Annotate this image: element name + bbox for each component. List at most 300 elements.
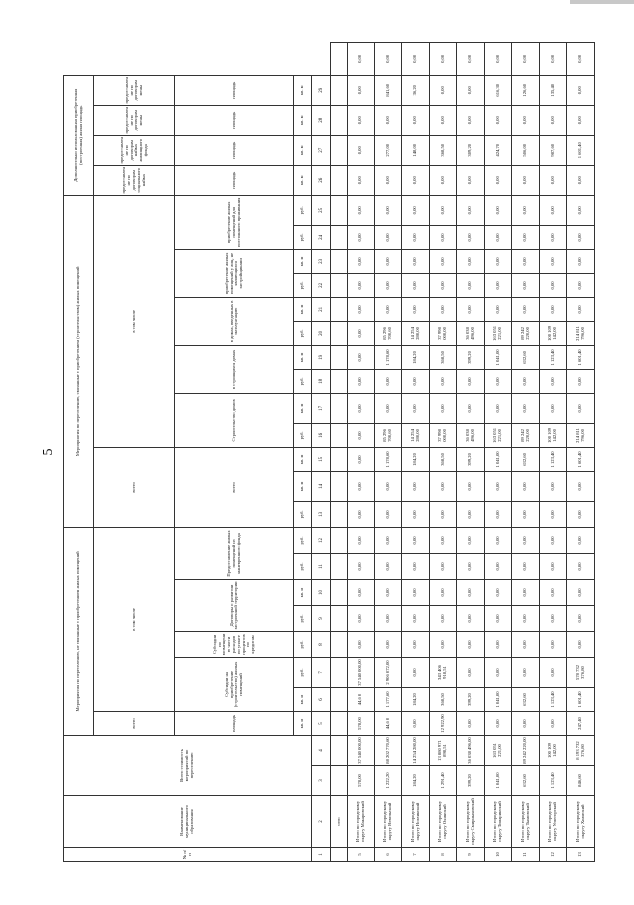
header-acq-including: в том числе — [94, 195, 175, 447]
table-cell: 0,00 — [402, 501, 429, 527]
table-cell — [331, 632, 347, 658]
table-row — [484, 43, 511, 862]
column-number: 16 — [312, 423, 331, 447]
table-cell: 0,00 — [457, 195, 484, 225]
table-cell: 0,00 — [567, 43, 595, 76]
table-cell: 0,00 — [347, 501, 374, 527]
table-cell: 0,00 — [484, 606, 511, 632]
table-cell: 0,00 — [484, 43, 511, 76]
table-cell: 0,00 — [347, 297, 374, 321]
table-cell: 399,20 — [457, 447, 484, 471]
table-cell: 0,00 — [567, 249, 595, 273]
table-cell: 987,60 — [539, 135, 566, 165]
unit-22: руб. — [294, 273, 312, 297]
column-number: 29 — [312, 75, 331, 105]
unit-24: руб. — [294, 225, 312, 249]
table-cell: 1 601,40 — [567, 447, 595, 471]
table-cell — [331, 501, 347, 527]
table-cell: 0,00 — [512, 43, 539, 76]
unit-28: кв. м — [294, 105, 312, 135]
table-cell: 578,00 — [347, 766, 374, 796]
header-total-cost: Всего стоимость мероприятий по переселению — [64, 736, 312, 796]
table-cell — [331, 273, 347, 297]
header-area-27: площадь — [175, 135, 294, 165]
table-cell: 0,00 — [539, 195, 566, 225]
table-cell: 0,00 — [429, 369, 456, 393]
table-cell: 1 177,60 — [375, 688, 402, 712]
table-cell: 368,50 — [429, 345, 456, 369]
relocation-table — [63, 42, 595, 862]
table-cell — [331, 393, 347, 423]
table-cell: 0,00 — [484, 297, 511, 321]
unit-17: кв. м — [294, 393, 312, 423]
table-cell: 0,00 — [402, 606, 429, 632]
unit-18: руб. — [294, 369, 312, 393]
table-cell: 0,00 — [429, 606, 456, 632]
table-cell: 163 051 221,00 — [484, 736, 511, 766]
table-cell: 0,00 — [457, 369, 484, 393]
rotated-sheet — [37, 42, 597, 862]
table-cell: 0,00 — [375, 165, 402, 195]
table-cell: 0,00 — [429, 580, 456, 606]
table-cell — [331, 423, 347, 447]
table-cell — [331, 736, 347, 766]
table-cell: 0,00 — [375, 606, 402, 632]
table-cell: 0,00 — [402, 369, 429, 393]
table-cell — [331, 554, 347, 580]
table-cell: 0,00 — [457, 501, 484, 527]
table-cell: 0,00 — [567, 501, 595, 527]
table-cell: 0,00 — [567, 75, 595, 105]
table-cell: 0,00 — [457, 580, 484, 606]
table-cell: 184,20 — [402, 447, 429, 471]
table-cell: 846,60 — [567, 766, 595, 796]
table-cell: 0,00 — [539, 712, 566, 736]
table-cell: 0,00 — [512, 632, 539, 658]
table-cell: 36 038 496,00 — [457, 736, 484, 766]
table-cell: 0,00 — [347, 105, 374, 135]
table-cell: 1 222,20 — [375, 766, 402, 796]
table-cell: 0,00 — [512, 195, 539, 225]
table-cell: 0,00 — [375, 195, 402, 225]
table-row — [539, 43, 566, 862]
row-municipality-name: Итого по городскому округу Макаровский — [347, 796, 374, 848]
table-cell: 0,00 — [457, 554, 484, 580]
row-number: 7 — [402, 848, 429, 862]
table-cell: 0,00 — [429, 105, 456, 135]
table-cell: 0,00 — [512, 501, 539, 527]
table-cell: 184,20 — [402, 766, 429, 796]
table-cell: 0,00 — [512, 580, 539, 606]
table-cell — [331, 195, 347, 225]
table-cell — [331, 225, 347, 249]
table-cell: 1 601,40 — [567, 688, 595, 712]
table-cell: 0,00 — [457, 393, 484, 423]
table-cell — [331, 447, 347, 471]
table-cell: 0,00 — [512, 165, 539, 195]
table-cell: 0,00 — [429, 225, 456, 249]
table-cell: 0,00 — [457, 273, 484, 297]
header-sub-payment: Субсидии на приобретение (строительство) жилых помещений — [175, 658, 294, 712]
row-municipality-name: Итого по городскому округу Охинский — [429, 796, 456, 848]
table-cell: 0,00 — [484, 527, 511, 553]
header-acq-total: всего — [94, 447, 175, 527]
table-cell: 0,00 — [512, 225, 539, 249]
table-cell: 1 601,40 — [567, 345, 595, 369]
header-extra-c: предоставление по договорам мены — [94, 105, 175, 135]
column-number: 21 — [312, 297, 331, 321]
table-cell: 0,00 — [484, 471, 511, 501]
table-cell: 1 123,40 — [539, 447, 566, 471]
table-cell: 632,60 — [512, 345, 539, 369]
table-cell — [331, 249, 347, 273]
unit-10: кв. м — [294, 580, 312, 606]
table-cell: 399,20 — [457, 688, 484, 712]
table-cell — [331, 75, 347, 105]
table-row — [402, 43, 429, 862]
table-cell: 0,00 — [402, 554, 429, 580]
table-cell — [331, 297, 347, 321]
header-acq-all: всего — [175, 447, 294, 527]
unit-27: кв. м — [294, 135, 312, 165]
table-cell: 37 540 000,00 — [347, 658, 374, 688]
header-extra-a: предоставление по договорам социального найма — [94, 165, 175, 195]
table-cell: 0,00 — [375, 393, 402, 423]
table-cell: 0,00 — [375, 273, 402, 297]
header-demolition: приобретение жилых помещений для постоянного проживания — [175, 195, 294, 249]
table-cell: 841,60 — [375, 75, 402, 105]
table-row — [347, 43, 374, 862]
table-cell: 0,00 — [484, 501, 511, 527]
table-cell: 0,00 — [539, 165, 566, 195]
table-cell: 0,00 — [512, 471, 539, 501]
table-cell: 0,00 — [512, 297, 539, 321]
table-cell: 0,00 — [402, 527, 429, 553]
table-cell: 0,00 — [375, 225, 402, 249]
column-number: 27 — [312, 135, 331, 165]
header-area-1: площадь — [175, 712, 294, 736]
table-cell: 36 038 496,00 — [457, 321, 484, 345]
column-number: 18 — [312, 369, 331, 393]
table-row — [457, 43, 484, 862]
table-cell: 0,00 — [457, 712, 484, 736]
column-number: 4 — [312, 736, 331, 766]
column-number: 8 — [312, 632, 331, 658]
table-cell: 0,00 — [457, 165, 484, 195]
table-cell: 100 109 142,00 — [539, 321, 566, 345]
table-cell: 368,50 — [429, 135, 456, 165]
table-cell: 0,00 — [347, 369, 374, 393]
table-cell: 88 202 770,60 — [375, 736, 402, 766]
table-cell: 0,00 — [484, 225, 511, 249]
table-cell: 0,00 — [375, 43, 402, 76]
table-cell — [331, 688, 347, 712]
table-cell: 0,00 — [402, 249, 429, 273]
table-cell: 0,00 — [539, 393, 566, 423]
table-cell: 0,00 — [512, 658, 539, 688]
table-cell: 0,00 — [567, 580, 595, 606]
header-acquisition: Мероприятия по переселению, связанные с приобретением (строительством) жилых помещений — [64, 195, 94, 527]
table-cell: 616,30 — [484, 75, 511, 105]
table-cell: 0,00 — [484, 554, 511, 580]
table-cell: 1 041,00 — [484, 345, 511, 369]
header-agreement: Договоры о развитии застроенной территории — [175, 580, 294, 632]
table-cell: 0,00 — [539, 43, 566, 76]
column-number: 1 — [312, 848, 331, 862]
unit-9: руб. — [294, 606, 312, 632]
table-cell: 135,40 — [539, 75, 566, 105]
table-cell: 0,00 — [512, 273, 539, 297]
table-cell: 0,00 — [539, 606, 566, 632]
unit-7: руб. — [294, 658, 312, 688]
table-cell: 163 051 221,00 — [484, 423, 511, 447]
table-cell: 0,00 — [539, 554, 566, 580]
header-num: № п/п — [64, 848, 312, 862]
header-extra-b: предоставление по договорам найма жилищного фонда — [94, 135, 175, 165]
row-number: 9 — [457, 848, 484, 862]
table-cell: 0,00 — [429, 632, 456, 658]
table-cell: 0,00 — [539, 580, 566, 606]
table-cell: 0,00 — [457, 225, 484, 249]
table-cell: 0,00 — [484, 658, 511, 688]
row-number: 8 — [429, 848, 456, 862]
table-cell: 0,00 — [457, 471, 484, 501]
table-cell: 0,00 — [402, 580, 429, 606]
header-sub-compensation: Субсидии по возмещению части расходов по уплате процентов по кредитам — [175, 632, 294, 658]
table-cell: 0,00 — [567, 225, 595, 249]
column-number: 6 — [312, 688, 331, 712]
column-number: 20 — [312, 321, 331, 345]
table-cell: 100 109 142,00 — [539, 736, 566, 766]
table-cell: 0,00 — [347, 165, 374, 195]
header-area-28: площадь — [175, 105, 294, 135]
table-cell: 0,00 — [567, 527, 595, 553]
column-number: 7 — [312, 658, 331, 688]
table-row — [375, 43, 402, 862]
table-cell: 368,50 — [429, 447, 456, 471]
column-number: 3 — [312, 766, 331, 796]
header-area-29: площадь — [175, 75, 294, 105]
table-cell: 0,00 — [347, 393, 374, 423]
table-cell: 0,00 — [429, 75, 456, 105]
table-cell: 0,00 — [457, 527, 484, 553]
table-cell: 0,00 — [539, 632, 566, 658]
header-in-finished: в домах, введенных в эксплуатацию — [175, 297, 294, 345]
table-cell: 0,00 — [347, 321, 374, 345]
table-cell: 0,00 — [512, 249, 539, 273]
table-cell: 0,00 — [457, 75, 484, 105]
table-cell: 0,00 — [484, 273, 511, 297]
table-cell: 399,20 — [457, 766, 484, 796]
table-cell: 14 254 280,00 — [402, 321, 429, 345]
table-cell: 632,60 — [512, 447, 539, 471]
column-number: 10 — [312, 580, 331, 606]
table-cell: 0,00 — [484, 105, 511, 135]
unit-8: руб. — [294, 632, 312, 658]
table-cell: 578,00 — [347, 712, 374, 736]
row-number: 13 — [567, 848, 595, 862]
header-construction: Строительство домов — [175, 393, 294, 447]
row-municipality-name: Итого по городскому округу Тымовский — [512, 796, 539, 848]
column-number: 15 — [312, 447, 331, 471]
table-cell: 1 601,40 — [567, 135, 595, 165]
table-cell: 0,00 — [484, 393, 511, 423]
table-cell: 14 254 280,00 — [402, 423, 429, 447]
table-cell: 0,00 — [484, 369, 511, 393]
column-number: 13 — [312, 501, 331, 527]
table-cell: 0,00 — [402, 471, 429, 501]
table-cell: 0,00 — [429, 273, 456, 297]
table-cell: 0,00 — [347, 471, 374, 501]
header-relocation-including: в том числе — [94, 527, 175, 711]
table-cell: 0,00 — [512, 554, 539, 580]
unit-6: кв. м — [294, 688, 312, 712]
table-cell: 37 998 000,00 — [429, 423, 456, 447]
table-cell: 13 880 971 898,51 — [429, 736, 456, 766]
table-cell: 0,00 — [457, 297, 484, 321]
row-municipality-name: Итого по городскому округу Холмский — [567, 796, 595, 848]
table-body — [331, 43, 595, 862]
column-number-row — [312, 43, 331, 862]
row-number: 6 — [375, 848, 402, 862]
table-cell: 1 123,40 — [539, 766, 566, 796]
table-cell: 0,00 — [484, 195, 511, 225]
table-cell: 89 242 220,00 — [512, 321, 539, 345]
table-cell: 0,00 — [539, 105, 566, 135]
table-cell: 0,00 — [539, 501, 566, 527]
table-cell: 424,70 — [484, 135, 511, 165]
table-cell: 0,00 — [429, 501, 456, 527]
table-cell: 0,00 — [347, 345, 374, 369]
table-cell: 247,40 — [567, 712, 595, 736]
table-cell: 0,00 — [539, 225, 566, 249]
unit-11: руб. — [294, 554, 312, 580]
table-cell: 0,00 — [402, 165, 429, 195]
table-cell: 0,00 — [567, 632, 595, 658]
table-cell: 148,00 — [402, 135, 429, 165]
table-cell: 0,00 — [347, 527, 374, 553]
table-cell: 0,00 — [484, 580, 511, 606]
table-cell: 0,00 — [539, 297, 566, 321]
header-other-developer: приобретение жилых помещений у лиц, не являющихся застройщиками — [175, 249, 294, 297]
table-cell: 0,00 — [567, 297, 595, 321]
table-cell: 0,00 — [429, 165, 456, 195]
table-cell — [331, 43, 347, 76]
table-cell: 0,00 — [347, 249, 374, 273]
table-cell: 8 193 732 376,80 — [567, 736, 595, 766]
table-cell: 399,20 — [457, 345, 484, 369]
row-municipality-name: Итого по городскому округу Смирныховский — [457, 796, 484, 848]
table-cell: 0,00 — [539, 273, 566, 297]
table-cell: 0,00 — [429, 297, 456, 321]
header-relocation: Мероприятия по переселению, не связанные с приобретением жилых помещений — [64, 527, 94, 735]
table-cell: 0,00 — [457, 105, 484, 135]
page-number: 5 — [41, 448, 56, 456]
table-cell: 0,00 — [375, 471, 402, 501]
table-cell: 0,00 — [402, 393, 429, 423]
row-number — [331, 848, 347, 862]
unit-14: кв. м — [294, 471, 312, 501]
table-cell: 0,00 — [457, 632, 484, 658]
table-cell: 0,00 — [567, 369, 595, 393]
table-cell — [331, 658, 347, 688]
row-number: 12 — [539, 848, 566, 862]
table-cell: 1 041,00 — [484, 447, 511, 471]
table-cell: 44,6 0 — [375, 712, 402, 736]
table-cell: 0,00 — [375, 527, 402, 553]
row-number: 10 — [484, 848, 511, 862]
unit-29: кв. м — [294, 75, 312, 105]
column-number: 24 — [312, 225, 331, 249]
table-cell: 0,00 — [347, 554, 374, 580]
table-cell: 0,00 — [457, 249, 484, 273]
table-cell: 0,00 — [512, 393, 539, 423]
table-cell: 277,00 — [375, 135, 402, 165]
table-cell: 309,20 — [457, 135, 484, 165]
table-cell: 0,00 — [375, 580, 402, 606]
unit-20: руб. — [294, 321, 312, 345]
table-cell: 0,00 — [512, 369, 539, 393]
table-cell — [331, 135, 347, 165]
table-cell — [331, 105, 347, 135]
unit-13: руб. — [294, 501, 312, 527]
header-area-26: площадь — [175, 165, 294, 195]
table-cell — [331, 471, 347, 501]
table-cell: 0,00 — [539, 369, 566, 393]
table-cell: 0,00 — [347, 580, 374, 606]
table-cell: 2 906 072,00 — [375, 658, 402, 688]
table-cell — [331, 345, 347, 369]
table-cell: 0,00 — [402, 105, 429, 135]
table-cell: 0,00 — [347, 225, 374, 249]
table-cell: 0,00 — [512, 606, 539, 632]
table-cell: 0,00 — [539, 471, 566, 501]
column-number: 2 — [312, 796, 331, 848]
table-cell: 0,00 — [402, 712, 429, 736]
table-cell: 0,00 — [567, 195, 595, 225]
table-cell: 126,60 — [512, 75, 539, 105]
unit-19: кв. м — [294, 345, 312, 369]
column-number: 28 — [312, 105, 331, 135]
table-cell: 0,00 — [375, 297, 402, 321]
unit-5: кв. м — [294, 712, 312, 736]
table-cell: 0,00 — [429, 249, 456, 273]
column-number: 11 — [312, 554, 331, 580]
table-cell: 100 109 142,00 — [539, 423, 566, 447]
table-cell: 0,00 — [539, 249, 566, 273]
table-cell: 506,00 — [512, 135, 539, 165]
header-relocation-total: всего — [94, 712, 175, 736]
table-cell — [331, 606, 347, 632]
table-cell: 1 178,60 — [375, 345, 402, 369]
table-cell: 0,00 — [402, 43, 429, 76]
table-cell: 0,00 — [567, 105, 595, 135]
row-municipality-name: Итого по городскому округу Невельский — [375, 796, 402, 848]
table-row — [512, 43, 539, 862]
table-cell: 214 811 796,00 — [567, 321, 595, 345]
table-cell: 0,00 — [484, 165, 511, 195]
table-row — [429, 43, 456, 862]
table-cell: 36,20 — [402, 75, 429, 105]
header-extra-d: предоставление по договорам мены — [94, 75, 175, 105]
unit-25: руб. — [294, 195, 312, 225]
column-number: 14 — [312, 471, 331, 501]
column-number: 26 — [312, 165, 331, 195]
table-cell: 0,00 — [347, 43, 374, 76]
header-in-building: в строящихся домах — [175, 345, 294, 393]
unit-21: кв. м — [294, 297, 312, 321]
table-cell: 0,00 — [429, 554, 456, 580]
